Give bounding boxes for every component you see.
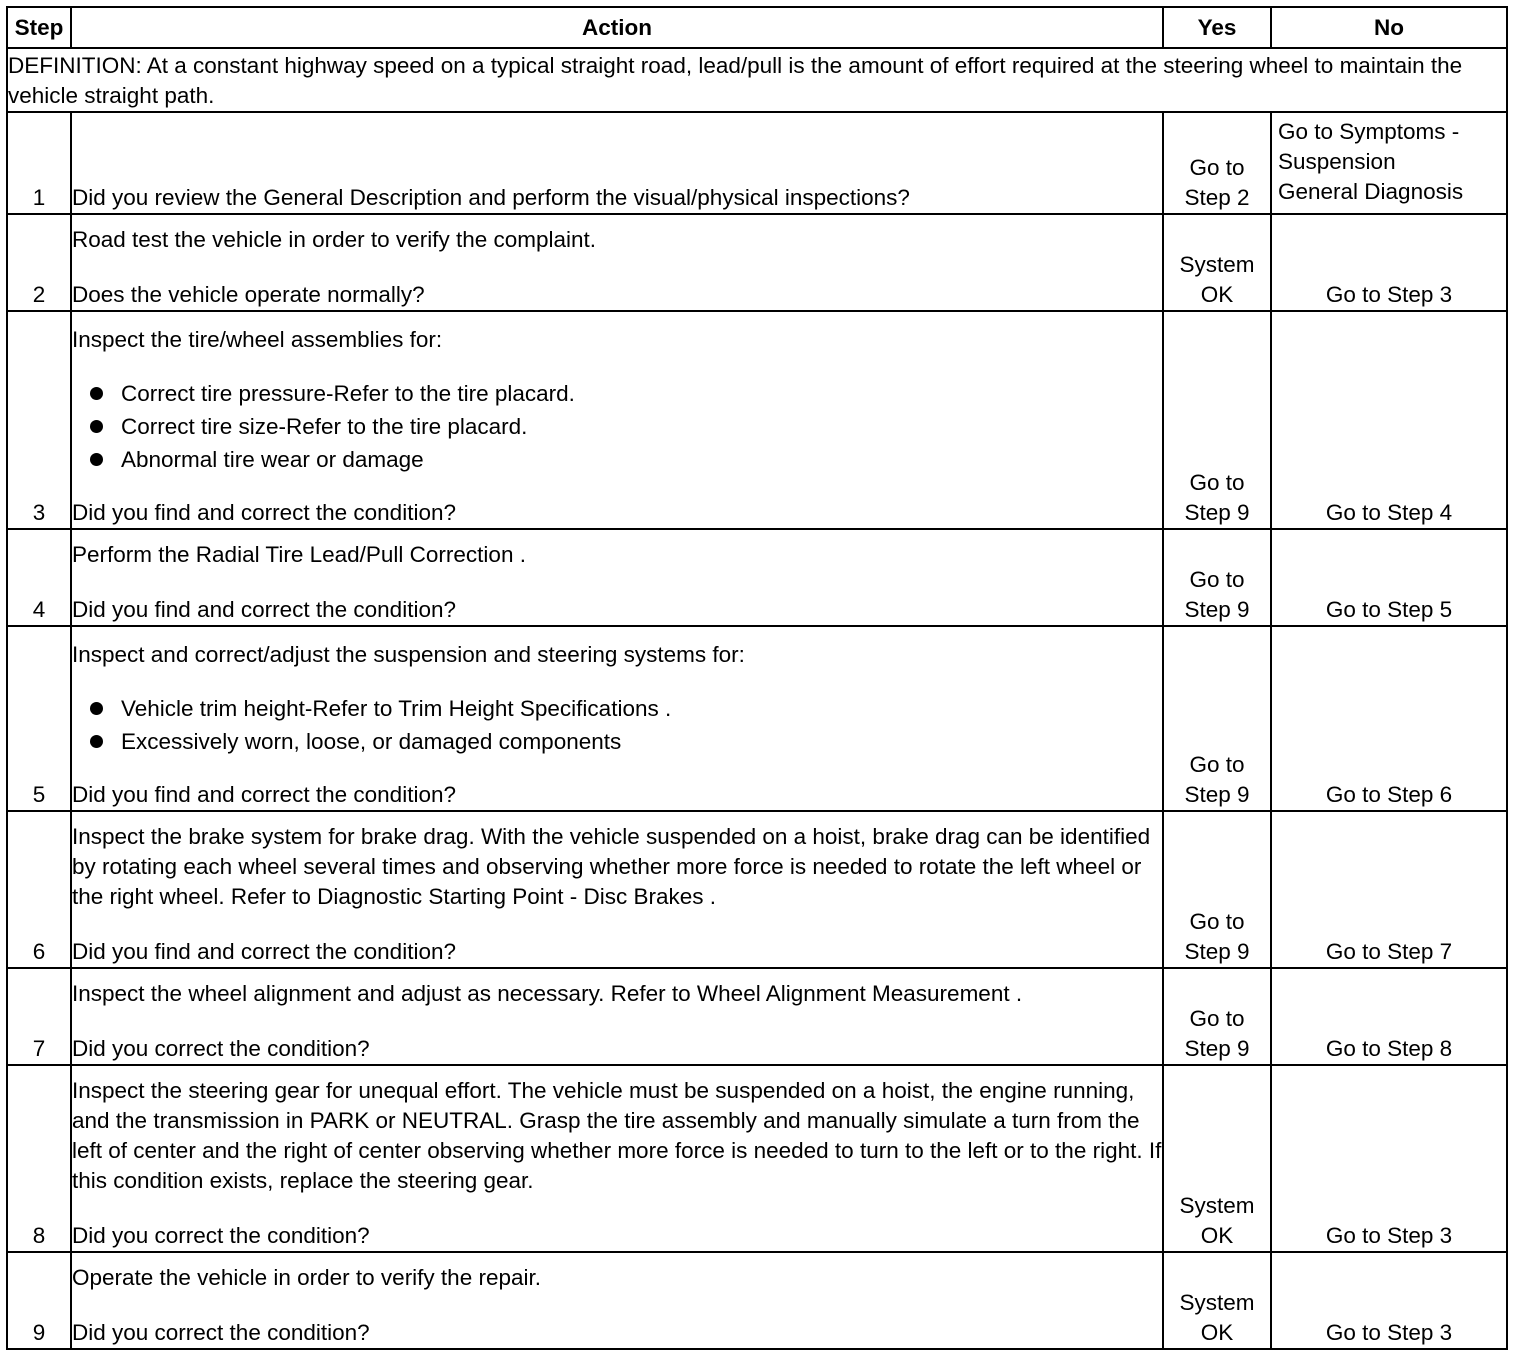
no-cell: Go to Step 7: [1271, 811, 1507, 968]
action-text: Operate the vehicle in order to verify the repair.: [72, 1265, 541, 1290]
yes-line: OK: [1200, 1320, 1234, 1345]
table-row: [7, 112, 1507, 214]
yes-line: Go to: [1189, 470, 1245, 495]
yes-cell: [1163, 811, 1271, 968]
yes-line: Go to: [1189, 1006, 1245, 1031]
action-text: Road test the vehicle in order to verify the complaint.: [72, 227, 597, 252]
yes-line: Step 9: [1184, 500, 1250, 525]
action-text: Perform the Radial Tire Lead/Pull Correction .: [72, 542, 526, 567]
no-cell: Go to Step 5: [1271, 529, 1507, 626]
action-question: Did you find and correct the condition?: [72, 782, 456, 807]
step-number: 5: [7, 626, 71, 811]
action-cell: [71, 626, 1163, 811]
step-number: 9: [7, 1252, 71, 1349]
header-no: No: [1271, 7, 1507, 48]
action-cell: [71, 112, 1163, 214]
step-number: 2: [7, 214, 71, 311]
action-question: Did you correct the condition?: [72, 1223, 370, 1248]
table-row: [7, 1065, 1507, 1252]
yes-line: Go to: [1189, 752, 1245, 777]
action-cell: [71, 968, 1163, 1065]
action-cell: [71, 311, 1163, 529]
no-cell: Go to Step 3: [1271, 214, 1507, 311]
list-item: Vehicle trim height-Refer to Trim Height Specifications .: [90, 692, 1162, 725]
diagnostic-table: [6, 6, 1508, 1350]
step-number: 4: [7, 529, 71, 626]
bullet-icon: [90, 387, 103, 400]
header-step: Step: [7, 7, 71, 48]
yes-line: OK: [1200, 1223, 1234, 1248]
list-item: Excessively worn, loose, or damaged components: [90, 725, 1162, 758]
bullet-list: [72, 377, 1162, 476]
no-cell: Go to Step 3: [1271, 1065, 1507, 1252]
step-number: 6: [7, 811, 71, 968]
definition-row: [7, 48, 1507, 112]
table-row: [7, 968, 1507, 1065]
definition-text: DEFINITION: At a constant highway speed on a typical straight road, lead/pull is the amount of effort required at the steering wheel to maintain the vehicle straight path.: [7, 48, 1507, 112]
header-action: Action: [71, 7, 1163, 48]
yes-line: System: [1179, 1193, 1255, 1218]
list-item: Correct tire size-Refer to the tire placard.: [90, 410, 1162, 443]
step-number: 8: [7, 1065, 71, 1252]
yes-line: Step 2: [1184, 185, 1250, 210]
table-row: [7, 311, 1507, 529]
table-row: [7, 626, 1507, 811]
yes-cell: [1163, 968, 1271, 1065]
list-item: Abnormal tire wear or damage: [90, 443, 1162, 476]
action-text: Inspect the tire/wheel assemblies for:: [72, 327, 443, 352]
no-cell: [1271, 112, 1507, 214]
action-text: Inspect and correct/adjust the suspension and steering systems for:: [72, 642, 745, 667]
table-row: [7, 1252, 1507, 1349]
header-row: [7, 7, 1507, 48]
action-cell: [71, 529, 1163, 626]
yes-cell: [1163, 529, 1271, 626]
action-text: Did you review the General Description and perform the visual/physical inspections?: [72, 185, 910, 210]
action-cell: [71, 1252, 1163, 1349]
yes-line: Step 9: [1184, 782, 1250, 807]
yes-line: Go to: [1189, 155, 1245, 180]
action-text: Inspect the brake system for brake drag. With the vehicle suspended on a hoist, brake drag can be identified by rotating each wheel several times and observing whether more force is needed to rotate the left wheel or the right wheel. Refer to Diagnostic Starting Point - Disc Brakes .: [72, 824, 1151, 909]
yes-line: Step 9: [1184, 597, 1250, 622]
bullet-icon: [90, 735, 103, 748]
bullet-icon: [90, 420, 103, 433]
step-number: 3: [7, 311, 71, 529]
yes-cell: [1163, 214, 1271, 311]
yes-cell: [1163, 1252, 1271, 1349]
table-row: [7, 811, 1507, 968]
yes-line: System: [1179, 252, 1255, 277]
yes-cell: [1163, 112, 1271, 214]
no-cell: Go to Step 3: [1271, 1252, 1507, 1349]
no-line: Go to Symptoms -: [1278, 119, 1460, 144]
bullet-icon: [90, 702, 103, 715]
action-question: Did you find and correct the condition?: [72, 500, 456, 525]
list-item: Correct tire pressure-Refer to the tire placard.: [90, 377, 1162, 410]
yes-line: Step 9: [1184, 1036, 1250, 1061]
no-cell: Go to Step 8: [1271, 968, 1507, 1065]
bullet-list: [72, 692, 1162, 758]
table-row: [7, 214, 1507, 311]
no-cell: Go to Step 6: [1271, 626, 1507, 811]
no-line: Suspension: [1278, 149, 1396, 174]
action-text: Inspect the steering gear for unequal effort. The vehicle must be suspended on a hoist, the engine running, and the transmission in PARK or NEUTRAL. Grasp the tire assembly and manually simulate a turn from the left of center and the right of center observing whether more force is needed to turn to the left or to the right. If this condition exists, replace the steering gear.: [72, 1078, 1162, 1193]
yes-line: Go to: [1189, 909, 1245, 934]
no-cell: Go to Step 4: [1271, 311, 1507, 529]
yes-cell: [1163, 626, 1271, 811]
yes-cell: [1163, 311, 1271, 529]
bullet-icon: [90, 453, 103, 466]
action-question: Did you correct the condition?: [72, 1036, 370, 1061]
yes-line: OK: [1200, 282, 1234, 307]
header-yes: Yes: [1163, 7, 1271, 48]
action-cell: [71, 811, 1163, 968]
action-question: Did you find and correct the condition?: [72, 939, 456, 964]
step-number: 1: [7, 112, 71, 214]
yes-line: Go to: [1189, 567, 1245, 592]
action-question: Did you correct the condition?: [72, 1320, 370, 1345]
action-cell: [71, 1065, 1163, 1252]
yes-cell: [1163, 1065, 1271, 1252]
action-text: Inspect the wheel alignment and adjust as necessary. Refer to Wheel Alignment Measurement .: [72, 981, 1023, 1006]
action-question: Did you find and correct the condition?: [72, 597, 456, 622]
action-question: Does the vehicle operate normally?: [72, 282, 425, 307]
action-cell: [71, 214, 1163, 311]
yes-line: Step 9: [1184, 939, 1250, 964]
table-row: [7, 529, 1507, 626]
step-number: 7: [7, 968, 71, 1065]
yes-line: System: [1179, 1290, 1255, 1315]
no-line: General Diagnosis: [1278, 179, 1464, 204]
